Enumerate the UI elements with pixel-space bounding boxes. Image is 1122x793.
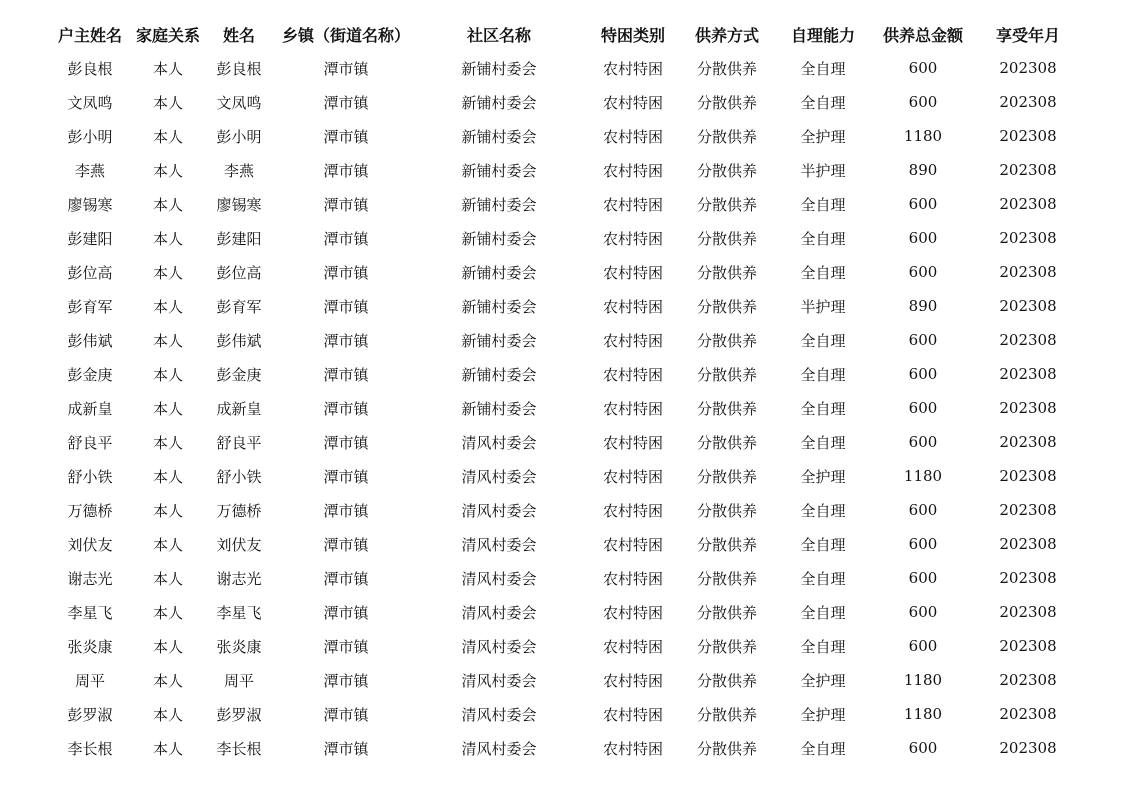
cell-town: 潭市镇 [323, 229, 369, 248]
cell-relationship: 本人 [152, 93, 183, 112]
cell-amount: 1180 [903, 127, 943, 145]
cell-community: 清风村委会 [461, 569, 537, 588]
cell-name: 舒良平 [216, 433, 262, 452]
table-row [45, 221, 1085, 255]
table-row [45, 255, 1085, 289]
cell-community: 新铺村委会 [461, 297, 537, 316]
cell-householder-name: 舒小铁 [67, 467, 113, 486]
cell-period: 202308 [999, 705, 1057, 723]
table-header-row [45, 17, 1085, 51]
cell-community: 新铺村委会 [461, 229, 537, 248]
cell-self-care: 全自理 [800, 59, 846, 78]
cell-community: 新铺村委会 [461, 365, 537, 384]
header-name: 姓名 [222, 25, 255, 45]
table-row [45, 153, 1085, 187]
cell-self-care: 全自理 [800, 331, 846, 350]
cell-town: 潭市镇 [323, 127, 369, 146]
cell-town: 潭市镇 [323, 161, 369, 180]
table-row [45, 119, 1085, 153]
table-row [45, 323, 1085, 357]
cell-householder-name: 李星飞 [67, 603, 113, 622]
cell-householder-name: 彭建阳 [67, 229, 113, 248]
header-self-care: 自理能力 [790, 25, 855, 45]
cell-self-care: 全自理 [800, 569, 846, 588]
cell-self-care: 全自理 [800, 433, 846, 452]
header-category: 特困类别 [600, 25, 665, 45]
cell-self-care: 全自理 [800, 501, 846, 520]
cell-community: 清风村委会 [461, 535, 537, 554]
cell-name: 周平 [223, 671, 254, 690]
cell-period: 202308 [999, 365, 1057, 383]
header-relationship: 家庭关系 [135, 25, 200, 45]
cell-amount: 600 [908, 365, 938, 383]
cell-name: 李星飞 [216, 603, 262, 622]
cell-householder-name: 张炎康 [67, 637, 113, 656]
cell-name: 彭小明 [216, 127, 262, 146]
cell-householder-name: 彭伟斌 [67, 331, 113, 350]
cell-support-mode: 分散供养 [696, 501, 757, 520]
cell-category: 农村特困 [602, 739, 663, 758]
cell-self-care: 全自理 [800, 365, 846, 384]
cell-self-care: 全护理 [800, 671, 846, 690]
cell-amount: 600 [908, 229, 938, 247]
cell-support-mode: 分散供养 [696, 195, 757, 214]
cell-relationship: 本人 [152, 739, 183, 758]
cell-period: 202308 [999, 93, 1057, 111]
cell-amount: 890 [908, 297, 938, 315]
cell-name: 张炎康 [216, 637, 262, 656]
cell-community: 清风村委会 [461, 467, 537, 486]
cell-category: 农村特困 [602, 263, 663, 282]
cell-self-care: 全护理 [800, 467, 846, 486]
cell-self-care: 全护理 [800, 705, 846, 724]
cell-town: 潭市镇 [323, 739, 369, 758]
cell-category: 农村特困 [602, 365, 663, 384]
cell-category: 农村特困 [602, 705, 663, 724]
cell-amount: 600 [908, 739, 938, 757]
cell-amount: 600 [908, 331, 938, 349]
cell-householder-name: 彭罗淑 [67, 705, 113, 724]
cell-relationship: 本人 [152, 161, 183, 180]
cell-relationship: 本人 [152, 59, 183, 78]
cell-support-mode: 分散供养 [696, 161, 757, 180]
cell-town: 潭市镇 [323, 263, 369, 282]
header-householder-name: 户主姓名 [57, 25, 122, 45]
document-sheet [45, 17, 1085, 765]
cell-name: 刘伏友 [216, 535, 262, 554]
cell-amount: 600 [908, 399, 938, 417]
cell-support-mode: 分散供养 [696, 263, 757, 282]
cell-community: 新铺村委会 [461, 195, 537, 214]
cell-support-mode: 分散供养 [696, 229, 757, 248]
cell-category: 农村特困 [602, 297, 663, 316]
table-row [45, 459, 1085, 493]
table-row [45, 425, 1085, 459]
cell-relationship: 本人 [152, 229, 183, 248]
cell-category: 农村特困 [602, 569, 663, 588]
cell-town: 潭市镇 [323, 195, 369, 214]
cell-category: 农村特困 [602, 195, 663, 214]
cell-relationship: 本人 [152, 501, 183, 520]
cell-community: 清风村委会 [461, 603, 537, 622]
cell-relationship: 本人 [152, 603, 183, 622]
cell-town: 潭市镇 [323, 535, 369, 554]
cell-amount: 1180 [903, 705, 943, 723]
cell-category: 农村特困 [602, 93, 663, 112]
cell-town: 潭市镇 [323, 671, 369, 690]
cell-householder-name: 成新皇 [67, 399, 113, 418]
cell-community: 新铺村委会 [461, 263, 537, 282]
cell-town: 潭市镇 [323, 399, 369, 418]
cell-name: 彭良根 [216, 59, 262, 78]
cell-self-care: 半护理 [800, 297, 846, 316]
cell-self-care: 全自理 [800, 229, 846, 248]
cell-support-mode: 分散供养 [696, 739, 757, 758]
cell-amount: 600 [908, 501, 938, 519]
cell-category: 农村特困 [602, 127, 663, 146]
cell-relationship: 本人 [152, 399, 183, 418]
cell-town: 潭市镇 [323, 365, 369, 384]
cell-period: 202308 [999, 501, 1057, 519]
cell-relationship: 本人 [152, 467, 183, 486]
cell-town: 潭市镇 [323, 433, 369, 452]
cell-support-mode: 分散供养 [696, 705, 757, 724]
cell-category: 农村特困 [602, 433, 663, 452]
cell-support-mode: 分散供养 [696, 127, 757, 146]
cell-name: 舒小铁 [216, 467, 262, 486]
cell-name: 彭建阳 [216, 229, 262, 248]
cell-support-mode: 分散供养 [696, 93, 757, 112]
cell-category: 农村特困 [602, 501, 663, 520]
cell-category: 农村特困 [602, 467, 663, 486]
cell-relationship: 本人 [152, 433, 183, 452]
cell-self-care: 全自理 [800, 739, 846, 758]
cell-support-mode: 分散供养 [696, 297, 757, 316]
cell-period: 202308 [999, 569, 1057, 587]
cell-town: 潭市镇 [323, 297, 369, 316]
table-body [45, 51, 1085, 765]
cell-category: 农村特困 [602, 535, 663, 554]
cell-amount: 600 [908, 93, 938, 111]
cell-town: 潭市镇 [323, 569, 369, 588]
cell-category: 农村特困 [602, 399, 663, 418]
cell-community: 清风村委会 [461, 501, 537, 520]
cell-support-mode: 分散供养 [696, 637, 757, 656]
cell-self-care: 全自理 [800, 263, 846, 282]
cell-support-mode: 分散供养 [696, 569, 757, 588]
cell-period: 202308 [999, 399, 1057, 417]
cell-name: 谢志光 [216, 569, 262, 588]
cell-amount: 600 [908, 535, 938, 553]
cell-community: 新铺村委会 [461, 331, 537, 350]
cell-period: 202308 [999, 229, 1057, 247]
cell-householder-name: 彭小明 [67, 127, 113, 146]
header-community: 社区名称 [466, 25, 531, 45]
table-row [45, 595, 1085, 629]
cell-period: 202308 [999, 263, 1057, 281]
cell-community: 清风村委会 [461, 637, 537, 656]
header-town: 乡镇（街道名称） [281, 25, 410, 45]
cell-name: 成新皇 [216, 399, 262, 418]
cell-householder-name: 文凤鸣 [67, 93, 113, 112]
table-row [45, 289, 1085, 323]
cell-category: 农村特困 [602, 671, 663, 690]
cell-self-care: 全自理 [800, 195, 846, 214]
cell-period: 202308 [999, 433, 1057, 451]
cell-period: 202308 [999, 161, 1057, 179]
relief-recipients-table [45, 17, 1085, 765]
cell-town: 潭市镇 [323, 637, 369, 656]
cell-support-mode: 分散供养 [696, 365, 757, 384]
cell-name: 李燕 [223, 161, 254, 180]
cell-relationship: 本人 [152, 705, 183, 724]
table-row [45, 357, 1085, 391]
cell-householder-name: 周平 [74, 671, 105, 690]
cell-relationship: 本人 [152, 365, 183, 384]
table-row [45, 731, 1085, 765]
cell-relationship: 本人 [152, 297, 183, 316]
table-row [45, 187, 1085, 221]
table-row [45, 697, 1085, 731]
cell-self-care: 全自理 [800, 637, 846, 656]
cell-householder-name: 舒良平 [67, 433, 113, 452]
cell-self-care: 全自理 [800, 93, 846, 112]
cell-community: 清风村委会 [461, 433, 537, 452]
cell-self-care: 全自理 [800, 399, 846, 418]
cell-town: 潭市镇 [323, 501, 369, 520]
cell-community: 新铺村委会 [461, 127, 537, 146]
cell-period: 202308 [999, 467, 1057, 485]
cell-amount: 1180 [903, 467, 943, 485]
cell-town: 潭市镇 [323, 603, 369, 622]
cell-self-care: 半护理 [800, 161, 846, 180]
cell-name: 廖锡寒 [216, 195, 262, 214]
cell-support-mode: 分散供养 [696, 603, 757, 622]
header-period: 享受年月 [995, 25, 1060, 45]
cell-householder-name: 刘伏友 [67, 535, 113, 554]
cell-period: 202308 [999, 195, 1057, 213]
cell-support-mode: 分散供养 [696, 331, 757, 350]
cell-community: 新铺村委会 [461, 59, 537, 78]
cell-community: 新铺村委会 [461, 93, 537, 112]
cell-householder-name: 彭良根 [67, 59, 113, 78]
cell-period: 202308 [999, 127, 1057, 145]
cell-relationship: 本人 [152, 127, 183, 146]
cell-relationship: 本人 [152, 535, 183, 554]
cell-community: 新铺村委会 [461, 399, 537, 418]
cell-amount: 600 [908, 603, 938, 621]
cell-name: 彭伟斌 [216, 331, 262, 350]
cell-relationship: 本人 [152, 195, 183, 214]
cell-town: 潭市镇 [323, 59, 369, 78]
cell-amount: 1180 [903, 671, 943, 689]
cell-householder-name: 彭金庚 [67, 365, 113, 384]
cell-householder-name: 李燕 [74, 161, 105, 180]
header-amount: 供养总金额 [882, 25, 963, 45]
cell-town: 潭市镇 [323, 93, 369, 112]
cell-period: 202308 [999, 637, 1057, 655]
cell-community: 新铺村委会 [461, 161, 537, 180]
cell-period: 202308 [999, 297, 1057, 315]
cell-town: 潭市镇 [323, 705, 369, 724]
cell-name: 彭位高 [216, 263, 262, 282]
cell-householder-name: 万德桥 [67, 501, 113, 520]
cell-category: 农村特困 [602, 161, 663, 180]
cell-amount: 600 [908, 569, 938, 587]
cell-period: 202308 [999, 739, 1057, 757]
cell-name: 李长根 [216, 739, 262, 758]
cell-householder-name: 谢志光 [67, 569, 113, 588]
cell-amount: 600 [908, 195, 938, 213]
cell-category: 农村特困 [602, 229, 663, 248]
cell-category: 农村特困 [602, 603, 663, 622]
cell-relationship: 本人 [152, 637, 183, 656]
cell-community: 清风村委会 [461, 671, 537, 690]
cell-name: 文凤鸣 [216, 93, 262, 112]
cell-householder-name: 彭位高 [67, 263, 113, 282]
table-row [45, 663, 1085, 697]
table-row [45, 629, 1085, 663]
cell-relationship: 本人 [152, 263, 183, 282]
table-row [45, 391, 1085, 425]
cell-support-mode: 分散供养 [696, 59, 757, 78]
cell-support-mode: 分散供养 [696, 467, 757, 486]
cell-period: 202308 [999, 535, 1057, 553]
cell-category: 农村特困 [602, 637, 663, 656]
cell-amount: 600 [908, 637, 938, 655]
table-row [45, 85, 1085, 119]
cell-householder-name: 廖锡寒 [67, 195, 113, 214]
cell-name: 彭金庚 [216, 365, 262, 384]
cell-support-mode: 分散供养 [696, 535, 757, 554]
cell-amount: 600 [908, 59, 938, 77]
cell-town: 潭市镇 [323, 331, 369, 350]
cell-category: 农村特困 [602, 331, 663, 350]
cell-name: 彭育军 [216, 297, 262, 316]
cell-town: 潭市镇 [323, 467, 369, 486]
cell-self-care: 全自理 [800, 535, 846, 554]
cell-period: 202308 [999, 331, 1057, 349]
cell-community: 清风村委会 [461, 739, 537, 758]
table-row [45, 493, 1085, 527]
cell-self-care: 全护理 [800, 127, 846, 146]
cell-name: 彭罗淑 [216, 705, 262, 724]
cell-householder-name: 李长根 [67, 739, 113, 758]
cell-period: 202308 [999, 603, 1057, 621]
cell-category: 农村特困 [602, 59, 663, 78]
cell-relationship: 本人 [152, 331, 183, 350]
cell-community: 清风村委会 [461, 705, 537, 724]
cell-support-mode: 分散供养 [696, 671, 757, 690]
cell-support-mode: 分散供养 [696, 399, 757, 418]
table-row [45, 561, 1085, 595]
cell-period: 202308 [999, 671, 1057, 689]
cell-relationship: 本人 [152, 569, 183, 588]
cell-amount: 890 [908, 161, 938, 179]
cell-period: 202308 [999, 59, 1057, 77]
table-row [45, 51, 1085, 85]
cell-amount: 600 [908, 263, 938, 281]
cell-householder-name: 彭育军 [67, 297, 113, 316]
cell-name: 万德桥 [216, 501, 262, 520]
header-support-mode: 供养方式 [694, 25, 759, 45]
cell-support-mode: 分散供养 [696, 433, 757, 452]
cell-self-care: 全自理 [800, 603, 846, 622]
table-row [45, 527, 1085, 561]
cell-relationship: 本人 [152, 671, 183, 690]
cell-amount: 600 [908, 433, 938, 451]
